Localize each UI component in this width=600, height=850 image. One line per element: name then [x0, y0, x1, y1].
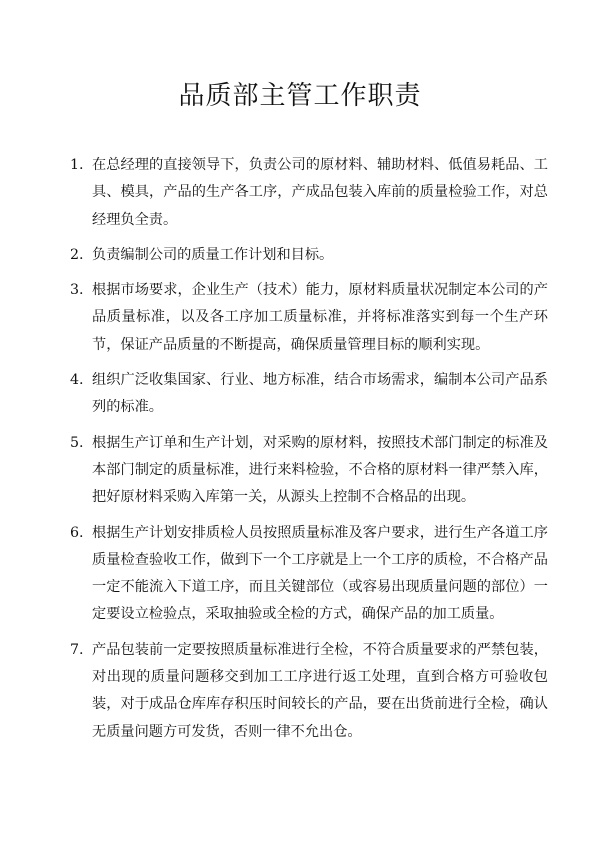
list-item-text: 组织广泛收集国家、行业、地方标准，结合市场需求，编制本公司产品系列的标准。 [92, 372, 548, 416]
list-item [70, 637, 548, 746]
list-item-text: 在总经理的直接领导下，负责公司的原材料、辅助材料、低值易耗品、工具、模具，产品的生产各工序，产成品包装入库前的质量检验工作，对总经理负全责。 [92, 157, 548, 228]
duty-list [70, 152, 548, 754]
list-item [70, 520, 548, 629]
list-item-number: 7. [70, 641, 84, 658]
list-item [70, 367, 548, 422]
list-item-text: 根据市场要求，企业生产（技术）能力，原材料质量状况制定本公司的产品质量标准，以及各工序加工质量标准，并将标准落实到每一个生产环节，保证产品质量的不断提高，确保质量管理目标的顺利实现。 [92, 282, 548, 353]
list-item-text: 根据生产订单和生产计划，对采购的原材料，按照技术部门制定的标准及本部门制定的质量标准，进行来料检验，不合格的原材料一律严禁入库，把好原材料采购入库第一关，从源头上控制不合格品的出现。 [92, 434, 548, 506]
list-item-number: 6. [70, 524, 84, 541]
list-item-number: 4. [70, 372, 84, 389]
list-item [70, 152, 548, 234]
list-item [70, 277, 548, 359]
list-item-number: 3. [70, 282, 84, 299]
list-item [70, 430, 548, 512]
list-item-number: 2. [70, 246, 84, 263]
list-item-number: 5. [70, 434, 84, 451]
list-item-number: 1. [70, 157, 84, 173]
list-item-text: 负责编制公司的质量工作计划和目标。 [92, 246, 334, 263]
list-item [70, 242, 548, 269]
list-item-text: 产品包装前一定要按照质量标准进行全检，不符合质量要求的严禁包装，对出现的质量问题移交到加工工序进行返工处理，直到合格方可验收包装，对于成品仓库库存积压时间较长的产品，要在出货前进行全检，确认无质量问题方可发货，否则一律不允出仓。 [92, 641, 548, 740]
page-title: 品质部主管工作职责 [178, 81, 422, 111]
list-item-text: 根据生产计划安排质检人员按照质量标准及客户要求，进行生产各道工序质量检查验收工作，做到下一个工序就是上一个工序的质检，不合格产品一定不能流入下道工序，而且关键部位（或容易出现质量问题的部位）一定要设立检验点，采取抽验或全检的方式，确保产品的加工质量。 [92, 524, 548, 623]
